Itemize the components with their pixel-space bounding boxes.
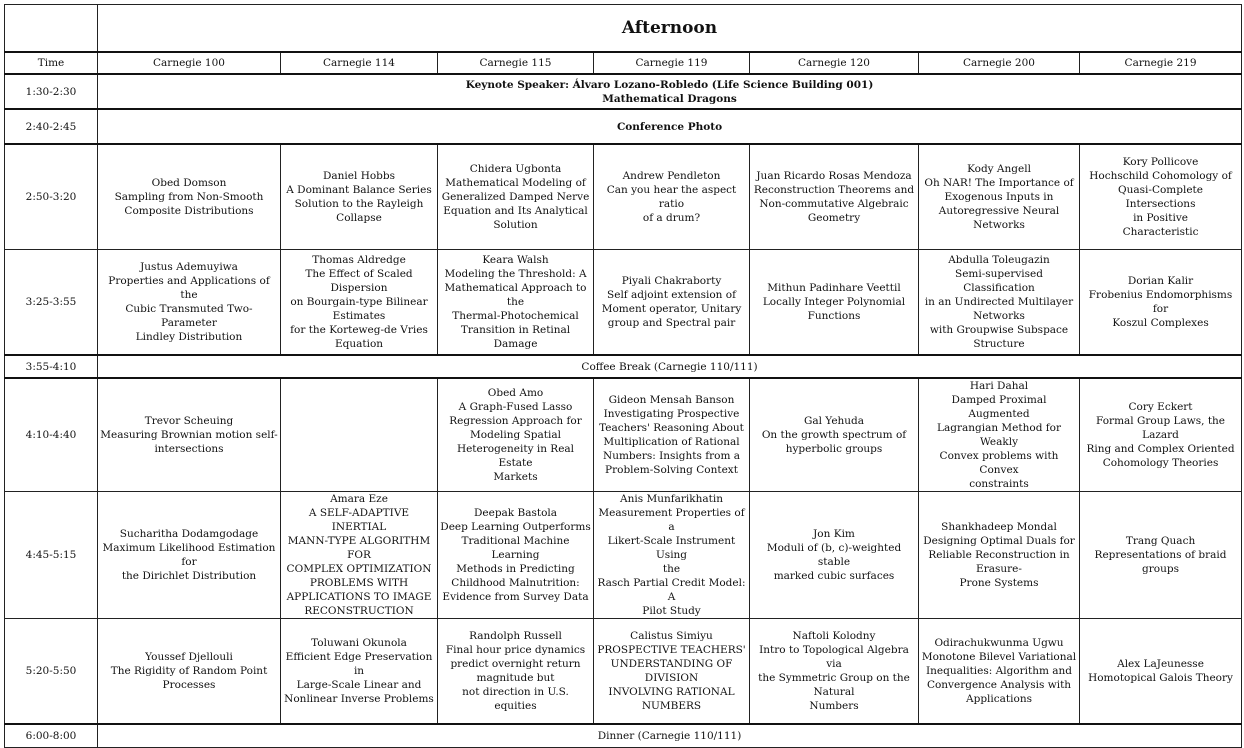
time-cell: 3:25-3:55 [5, 250, 98, 356]
talk-cell [281, 250, 438, 356]
speaker-name: Trevor Scheuing [144, 415, 234, 427]
session-row [5, 492, 1242, 619]
time-cell: 2:40-2:45 [5, 109, 98, 144]
talk-title-line: Moment operator, Unitary [601, 303, 742, 315]
talk-title-line: Natural [813, 686, 855, 698]
talk-title-line: Koszul Complexes [1112, 317, 1209, 329]
talk-title-line: Methods in Predicting [456, 563, 575, 575]
talk-title-line: Oh NAR! The Importance of [924, 177, 1074, 189]
speaker-name: Randolph Russell [469, 630, 562, 642]
session-row [5, 250, 1242, 356]
speaker-name: Piyali Chakraborty [621, 275, 722, 287]
talk-title-line: Lagrangian Method for Weakly [937, 422, 1061, 448]
speaker-name: Gal Yehuda [803, 415, 865, 427]
talk-title-line: Multiplication of Rational [603, 436, 740, 448]
talk-cell [594, 144, 750, 250]
talk-cell [919, 144, 1080, 250]
speaker-name: Thomas Aldredge [312, 254, 406, 266]
talk-title-line: Pilot Study [642, 605, 701, 617]
talk-title-line: Nonlinear Inverse Problems [284, 693, 434, 705]
time-column-header: Time [5, 52, 98, 74]
talk-title-line: for the Korteweg-de Vries [290, 324, 428, 336]
speaker-name: Obed Amo [487, 387, 544, 399]
talk-title-line: Problem-Solving Context [605, 464, 738, 476]
talk-title-line: Regression Approach for [449, 415, 582, 427]
talk-title-line: MANN-TYPE ALGORITHM FOR [287, 535, 431, 561]
keynote-cell [98, 74, 1242, 109]
talk-title-line: Maximum Likelihood Estimation for [102, 542, 276, 568]
talk-title-line: Modeling the Threshold: A [444, 268, 587, 280]
talk-cell [919, 619, 1080, 725]
talk-title-line: The Rigidity of Random Point [110, 665, 268, 677]
talk-title-line: Traditional Machine Learning [461, 535, 570, 561]
talk-title-line: APPLICATIONS TO IMAGE [286, 591, 432, 603]
talk-title-line: Hochschild Cohomology of [1089, 170, 1232, 182]
speaker-name: Mithun Padinhare Veettil [767, 282, 901, 294]
talk-title-line: On the growth spectrum of [761, 429, 907, 441]
time-cell: 4:45-5:15 [5, 492, 98, 619]
room-header: Carnegie 114 [281, 52, 438, 74]
talk-cell [594, 250, 750, 356]
talk-title-line: A SELF-ADAPTIVE INERTIAL [308, 507, 410, 533]
talk-title-line: Quasi-Complete Intersections [1118, 184, 1203, 210]
speaker-name: Odirachukwunma Ugwu [934, 637, 1064, 649]
speaker-name: Abdulla Toleugazin [948, 254, 1050, 266]
afternoon-schedule-table [4, 4, 1242, 748]
talk-cell [98, 378, 281, 492]
talk-cell [750, 492, 919, 619]
talk-title-line: UNDERSTANDING OF [610, 658, 733, 670]
talk-title-line: Evidence from Survey Data [442, 591, 589, 603]
talk-title-line: magnitude but [476, 672, 555, 684]
speaker-name: Kory Pollicove [1122, 156, 1199, 168]
talk-title-line: Networks [973, 219, 1025, 231]
time-cell: 5:20-5:50 [5, 619, 98, 725]
talk-title-line: Sampling from Non-Smooth [114, 191, 264, 203]
talk-title-line: hyperbolic groups [785, 443, 883, 455]
talk-title-line: Composite Distributions [124, 205, 254, 217]
talk-title-line: in an Undirected Multilayer [924, 296, 1074, 308]
session-row [5, 619, 1242, 725]
talk-title-line: Designing Optimal Duals for [923, 535, 1075, 547]
talk-title-line: COMPLEX OPTIMIZATION [286, 563, 432, 575]
talk-title-line: Locally Integer Polynomial [762, 296, 906, 308]
talk-title-line: Modeling Spatial [470, 429, 561, 441]
talk-title-line: Efficient Edge Preservation in [285, 651, 433, 677]
talk-title-line: Measuring Brownian motion self- [100, 429, 278, 441]
speaker-name: Shankhadeep Mondal [941, 521, 1057, 533]
talk-title-line: Geometry [807, 212, 861, 224]
talk-title-line: Thermal-Photochemical [452, 310, 579, 322]
talk-title-line: Exogenous Inputs in [944, 191, 1054, 203]
talk-cell [438, 492, 594, 619]
talk-title-line: Numbers [809, 700, 859, 712]
talk-cell [919, 378, 1080, 492]
talk-title-line: Deep Learning Outperforms [440, 521, 591, 533]
talk-title-line: intersections [154, 443, 224, 455]
talk-cell [594, 378, 750, 492]
talk-title-line: Teachers' Reasoning About [599, 422, 744, 434]
time-cell: 1:30-2:30 [5, 74, 98, 109]
talk-title-line: Convergence Analysis with [926, 679, 1072, 691]
talk-title-line: Cubic Transmuted Two-Parameter [125, 303, 253, 329]
keynote-speaker: Keynote Speaker: Álvaro Lozano-Robledo (Life Science Building 001) [465, 78, 874, 91]
talk-title-line: Equation [334, 338, 384, 350]
speaker-name: Alex LaJeunesse [1117, 658, 1204, 670]
talk-title-line: predict overnight return [450, 658, 581, 670]
talk-cell [438, 378, 594, 492]
talk-title-line: not direction in U.S. equities [462, 686, 569, 712]
talk-title-line: Non-commutative Algebraic [759, 198, 909, 210]
talk-title-line: RECONSTRUCTION [304, 605, 414, 617]
session-row [5, 144, 1242, 250]
session-row [5, 378, 1242, 492]
speaker-name: Dorian Kalir [1127, 275, 1194, 287]
talk-cell [1080, 619, 1242, 725]
talk-title-line: Likert-Scale Instrument Using [607, 535, 736, 561]
speaker-name: Hari Dahal [969, 380, 1029, 392]
talk-title-line: Childhood Malnutrition: [451, 577, 580, 589]
speaker-name: Toluwani Okunola [311, 637, 407, 649]
talk-title-line: Estimates [332, 310, 386, 322]
room-header: Carnegie 120 [750, 52, 919, 74]
talk-title-line: Inequalities: Algorithm and [925, 665, 1073, 677]
talk-title-line: Formal Group Laws, the Lazard [1096, 415, 1226, 441]
talk-cell [281, 144, 438, 250]
talk-title-line: INVOLVING RATIONAL [608, 686, 735, 698]
talk-title-line: Can you hear the aspect ratio [606, 184, 737, 210]
dinner-cell: Dinner (Carnegie 110/111) [98, 724, 1242, 748]
speaker-name: Kody Angell [967, 163, 1031, 175]
talk-title-line: Reliable Reconstruction in [928, 549, 1070, 561]
talk-title-line: constraints [969, 478, 1029, 490]
talk-title-line: Functions [807, 310, 861, 322]
talk-title-line: Heterogeneity in Real Estate [456, 443, 575, 469]
talk-title-line: Transition in Retinal Damage [460, 324, 571, 350]
talk-title-line: Solution [493, 219, 538, 231]
talk-title-line: The Effect of Scaled Dispersion [305, 268, 413, 294]
speaker-name: Naftoli Kolodny [792, 630, 876, 642]
talk-cell [750, 378, 919, 492]
talk-cell [281, 492, 438, 619]
time-cell: 4:10-4:40 [5, 378, 98, 492]
speaker-name: Gideon Mensah Banson [608, 394, 735, 406]
talk-title-line: Ring and Complex Oriented [1086, 443, 1235, 455]
room-header: Carnegie 119 [594, 52, 750, 74]
talk-title-line: Processes [162, 679, 216, 691]
talk-title-line: the [662, 563, 681, 575]
speaker-name: Chidera Ugbonta [469, 163, 562, 175]
talk-title-line: Solution to the Rayleigh [294, 198, 424, 210]
talk-cell [1080, 144, 1242, 250]
talk-title-line: Numbers: Insights from a [603, 450, 740, 462]
talk-title-line: Lindley Distribution [135, 331, 243, 343]
talk-title-line: of a drum? [642, 212, 701, 224]
talk-title-line: in Positive [1133, 212, 1188, 224]
speaker-name: Deepak Bastola [473, 507, 558, 519]
talk-title-line: Moduli of (b, c)-weighted stable [766, 542, 902, 568]
talk-title-line: Investigating Prospective [603, 408, 740, 420]
conference-photo-cell: Conference Photo [98, 109, 1242, 144]
speaker-name: Andrew Pendleton [622, 170, 721, 182]
talk-cell [438, 250, 594, 356]
talk-title-line: the Dirichlet Distribution [121, 570, 257, 582]
talk-cell [438, 144, 594, 250]
talk-title-line: Characteristic [1122, 226, 1199, 238]
talk-title-line: Collapse [336, 212, 382, 224]
talk-cell [281, 619, 438, 725]
speaker-name: Calistus Simiyu [630, 630, 713, 642]
talk-cell [98, 619, 281, 725]
speaker-name: Youssef Djellouli [145, 651, 233, 663]
coffee-break-cell: Coffee Break (Carnegie 110/111) [98, 355, 1242, 378]
talk-cell [98, 492, 281, 619]
speaker-name: Daniel Hobbs [322, 170, 396, 182]
talk-title-line: Erasure- [976, 563, 1022, 575]
talk-title-line: marked cubic surfaces [773, 570, 895, 582]
talk-title-line: Prone Systems [959, 577, 1039, 589]
talk-title-line: Intro to Topological Algebra via [759, 644, 909, 670]
speaker-name: Juan Ricardo Rosas Mendoza [756, 170, 912, 182]
talk-title-line: NUMBERS [641, 700, 702, 712]
talk-cell [919, 250, 1080, 356]
talk-title-line: Structure [973, 338, 1025, 350]
room-header: Carnegie 219 [1080, 52, 1242, 74]
talk-cell [98, 250, 281, 356]
talk-title-line: PROBLEMS WITH [309, 577, 409, 589]
speaker-name: Obed Domson [151, 177, 227, 189]
talk-title-line: Measurement Properties of a [598, 507, 745, 533]
speaker-name: Jon Kim [813, 528, 855, 540]
talk-title-line: Cohomology Theories [1102, 457, 1219, 469]
talk-title-line: Mathematical Modeling of [445, 177, 586, 189]
talk-title-line: Equation and Its Analytical [443, 205, 588, 217]
talk-title-line: with Groupwise Subspace [929, 324, 1069, 336]
talk-title-line: Monotone Bilevel Variational [921, 651, 1077, 663]
talk-cell [1080, 492, 1242, 619]
talk-title-line: Generalized Damped Nerve [441, 191, 590, 203]
time-cell: 3:55-4:10 [5, 355, 98, 378]
talk-title-line: Homotopical Galois Theory [1088, 672, 1233, 684]
room-header: Carnegie 100 [98, 52, 281, 74]
talk-cell [1080, 378, 1242, 492]
talk-title-line: Autoregressive Neural [938, 205, 1060, 217]
talk-title-line: Self adjoint extension of [607, 289, 736, 301]
time-cell: 2:50-3:20 [5, 144, 98, 250]
talk-cell [919, 492, 1080, 619]
talk-title-line: Representations of braid [1094, 549, 1227, 561]
room-header: Carnegie 115 [438, 52, 594, 74]
talk-title-line: A Dominant Balance Series [286, 184, 432, 196]
talk-title-line: A Graph-Fused Lasso [458, 401, 573, 413]
talk-title-line: Convex problems with Convex [939, 450, 1059, 476]
talk-title-line: Frobenius Endomorphisms for [1088, 289, 1233, 315]
speaker-name: Trang Quach [1125, 535, 1196, 547]
time-cell: 6:00-8:00 [5, 724, 98, 748]
talk-title-line: PROSPECTIVE TEACHERS' [597, 644, 746, 656]
speaker-name: Sucharitha Dodamgodage [119, 528, 259, 540]
talk-title-line: Networks [973, 310, 1025, 322]
talk-cell [594, 492, 750, 619]
talk-title-line: Properties and Applications of the [108, 275, 270, 301]
talk-cell [750, 619, 919, 725]
talk-title-line: on Bourgain-type Bilinear [290, 296, 428, 308]
talk-cell [750, 250, 919, 356]
talk-title-line: Final hour price dynamics [445, 644, 586, 656]
room-header: Carnegie 200 [919, 52, 1080, 74]
talk-title-line: Markets [493, 471, 538, 483]
talk-cell [594, 619, 750, 725]
speaker-name: Cory Eckert [1128, 401, 1193, 413]
talk-title-line: group and Spectral pair [607, 317, 736, 329]
talk-title-line: Mathematical Approach to the [444, 282, 587, 308]
keynote-title: Mathematical Dragons [602, 92, 737, 105]
talk-cell [98, 144, 281, 250]
speaker-name: Justus Ademuyiwa [140, 261, 238, 273]
talk-title-line: Reconstruction Theorems and [753, 184, 915, 196]
corner-cell [5, 5, 98, 53]
talk-cell [281, 378, 438, 492]
talk-cell [750, 144, 919, 250]
talk-title-line: Semi-supervised Classification [955, 268, 1043, 294]
talk-cell [438, 619, 594, 725]
talk-title-line: DIVISION [644, 672, 699, 684]
talk-title-line: the Symmetric Group on the [758, 672, 910, 684]
speaker-name: Keara Walsh [482, 254, 549, 266]
speaker-name: Anis Munfarikhatin [620, 493, 723, 505]
talk-title-line: Large-Scale Linear and [296, 679, 422, 691]
page-title: Afternoon [98, 5, 1242, 53]
talk-cell [1080, 250, 1242, 356]
speaker-name: Amara Eze [330, 493, 388, 505]
talk-title-line: groups [1142, 563, 1179, 575]
talk-title-line: Rasch Partial Credit Model: A [597, 577, 746, 603]
talk-title-line: Applications [966, 693, 1032, 705]
talk-title-line: Damped Proximal Augmented [951, 394, 1047, 420]
